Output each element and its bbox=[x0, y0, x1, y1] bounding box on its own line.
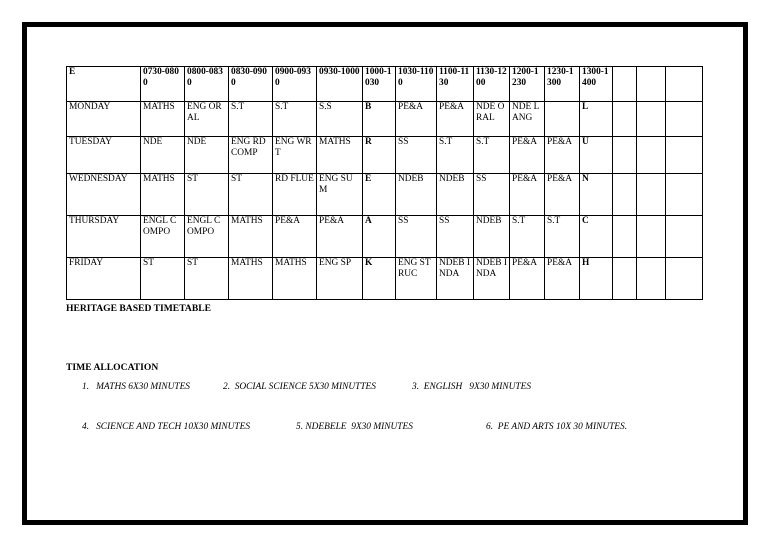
day-cell: FRIDAY bbox=[67, 258, 141, 300]
table-cell bbox=[613, 102, 637, 137]
table-cell bbox=[666, 258, 703, 300]
table-cell: C bbox=[580, 216, 613, 258]
table-cell: ENG SP bbox=[317, 258, 363, 300]
table-row bbox=[67, 102, 703, 137]
table-cell: ENG STRUC bbox=[396, 258, 437, 300]
allocation-item-ndebele: 5. NDEBELE 9X30 MINUTES bbox=[296, 422, 413, 432]
table-cell: K bbox=[363, 258, 396, 300]
allocation-item-english: 3. ENGLISH 9X30 MINUTES bbox=[412, 382, 532, 392]
table-cell: S.T bbox=[229, 102, 273, 137]
table-cell: S.T bbox=[273, 102, 317, 137]
header-cell: 0930-1000 bbox=[317, 67, 363, 102]
table-cell: SS bbox=[474, 174, 510, 216]
table-cell: PE&A bbox=[437, 102, 474, 137]
table-cell: MATHS bbox=[229, 258, 273, 300]
allocation-item-maths: 1. MATHS 6X30 MINUTES bbox=[82, 382, 190, 392]
table-cell: MATHS bbox=[141, 102, 185, 137]
table-cell: PE&A bbox=[510, 174, 545, 216]
table-cell: N bbox=[580, 174, 613, 216]
header-cell: E bbox=[67, 67, 141, 102]
table-cell: ENG ORAL bbox=[185, 102, 229, 137]
table-cell: U bbox=[580, 137, 613, 174]
table-cell: L bbox=[580, 102, 613, 137]
day-cell: THURSDAY bbox=[67, 216, 141, 258]
header-cell: 1000-1030 bbox=[363, 67, 396, 102]
table-cell bbox=[613, 174, 637, 216]
day-cell: TUESDAY bbox=[67, 137, 141, 174]
table-cell: PE&A bbox=[273, 216, 317, 258]
table-cell bbox=[666, 102, 703, 137]
table-cell bbox=[637, 216, 666, 258]
table-cell: SS bbox=[396, 216, 437, 258]
header-cell: 0830-0900 bbox=[229, 67, 273, 102]
table-cell: MATHS bbox=[317, 137, 363, 174]
table-cell: ST bbox=[185, 174, 229, 216]
table-cell: B bbox=[363, 102, 396, 137]
table-cell: NDEB INDA bbox=[474, 258, 510, 300]
table-cell: H bbox=[580, 258, 613, 300]
timetable-body bbox=[67, 67, 703, 300]
table-header-row bbox=[67, 67, 703, 102]
table-cell: NDEB bbox=[437, 174, 474, 216]
table-cell: SS bbox=[396, 137, 437, 174]
table-cell bbox=[637, 137, 666, 174]
table-cell: NDE ORAL bbox=[474, 102, 510, 137]
table-cell: PE&A bbox=[396, 102, 437, 137]
table-cell: ENG WRT bbox=[273, 137, 317, 174]
table-cell: ENGL COMPO bbox=[185, 216, 229, 258]
header-cell: 1030-1100 bbox=[396, 67, 437, 102]
table-cell bbox=[545, 102, 580, 137]
header-cell: 1200-1230 bbox=[510, 67, 545, 102]
allocation-item-science-tech: 4. SCIENCE AND TECH 10X30 MINUTES bbox=[82, 422, 251, 432]
header-cell: 1230-1300 bbox=[545, 67, 580, 102]
table-caption: HERITAGE BASED TIMETABLE bbox=[66, 303, 212, 314]
header-cell: 0730-0800 bbox=[141, 67, 185, 102]
header-cell bbox=[613, 67, 637, 102]
table-row bbox=[67, 137, 703, 174]
table-cell: PE&A bbox=[317, 216, 363, 258]
table-cell: MATHS bbox=[229, 216, 273, 258]
table-cell bbox=[637, 258, 666, 300]
table-cell bbox=[613, 258, 637, 300]
table-cell: R bbox=[363, 137, 396, 174]
table-row bbox=[67, 258, 703, 300]
table-cell: PE&A bbox=[510, 137, 545, 174]
table-cell bbox=[666, 216, 703, 258]
table-row bbox=[67, 216, 703, 258]
table-cell: S.S bbox=[317, 102, 363, 137]
table-cell: NDEB bbox=[474, 216, 510, 258]
table-cell: S.T bbox=[474, 137, 510, 174]
table-cell: ST bbox=[185, 258, 229, 300]
table-cell bbox=[637, 174, 666, 216]
day-cell: WEDNESDAY bbox=[67, 174, 141, 216]
table-cell: PE&A bbox=[545, 174, 580, 216]
table-cell: ST bbox=[229, 174, 273, 216]
table-cell: SS bbox=[437, 216, 474, 258]
table-cell: MATHS bbox=[273, 258, 317, 300]
table-cell: S.T bbox=[545, 216, 580, 258]
table-cell: S.T bbox=[437, 137, 474, 174]
table-cell: A bbox=[363, 216, 396, 258]
header-cell: 1300-1400 bbox=[580, 67, 613, 102]
allocation-item-social-science: 2. SOCIAL SCIENCE 5X30 MINUTTES bbox=[223, 382, 376, 392]
table-cell bbox=[637, 102, 666, 137]
table-cell: ST bbox=[141, 258, 185, 300]
time-allocation-title: TIME ALLOCATION bbox=[66, 362, 159, 373]
table-cell bbox=[613, 216, 637, 258]
table-cell bbox=[666, 137, 703, 174]
table-row bbox=[67, 174, 703, 216]
table-cell: ENGL COMPO bbox=[141, 216, 185, 258]
header-cell: 0900-0930 bbox=[273, 67, 317, 102]
header-cell: 0800-0830 bbox=[185, 67, 229, 102]
table-cell: NDE bbox=[141, 137, 185, 174]
table-cell: RD FLUE bbox=[273, 174, 317, 216]
table-cell: PE&A bbox=[545, 258, 580, 300]
table-cell: PE&A bbox=[510, 258, 545, 300]
day-cell: MONDAY bbox=[67, 102, 141, 137]
table-cell: S.T bbox=[510, 216, 545, 258]
header-cell bbox=[666, 67, 703, 102]
header-cell: 1130-1200 bbox=[474, 67, 510, 102]
header-cell: 1100-1130 bbox=[437, 67, 474, 102]
table-cell: NDEB INDA bbox=[437, 258, 474, 300]
header-cell bbox=[637, 67, 666, 102]
table-cell: NDE LANG bbox=[510, 102, 545, 137]
table-cell: E bbox=[363, 174, 396, 216]
table-cell bbox=[613, 137, 637, 174]
timetable bbox=[66, 66, 703, 300]
table-cell: MATHS bbox=[141, 174, 185, 216]
table-cell: PE&A bbox=[545, 137, 580, 174]
table-cell: ENG RD COMP bbox=[229, 137, 273, 174]
allocation-item-pe-arts: 6. PE AND ARTS 10X 30 MINUTES. bbox=[486, 422, 628, 432]
table-cell bbox=[666, 174, 703, 216]
table-cell: NDE bbox=[185, 137, 229, 174]
table-cell: NDEB bbox=[396, 174, 437, 216]
table-cell: ENG SUM bbox=[317, 174, 363, 216]
